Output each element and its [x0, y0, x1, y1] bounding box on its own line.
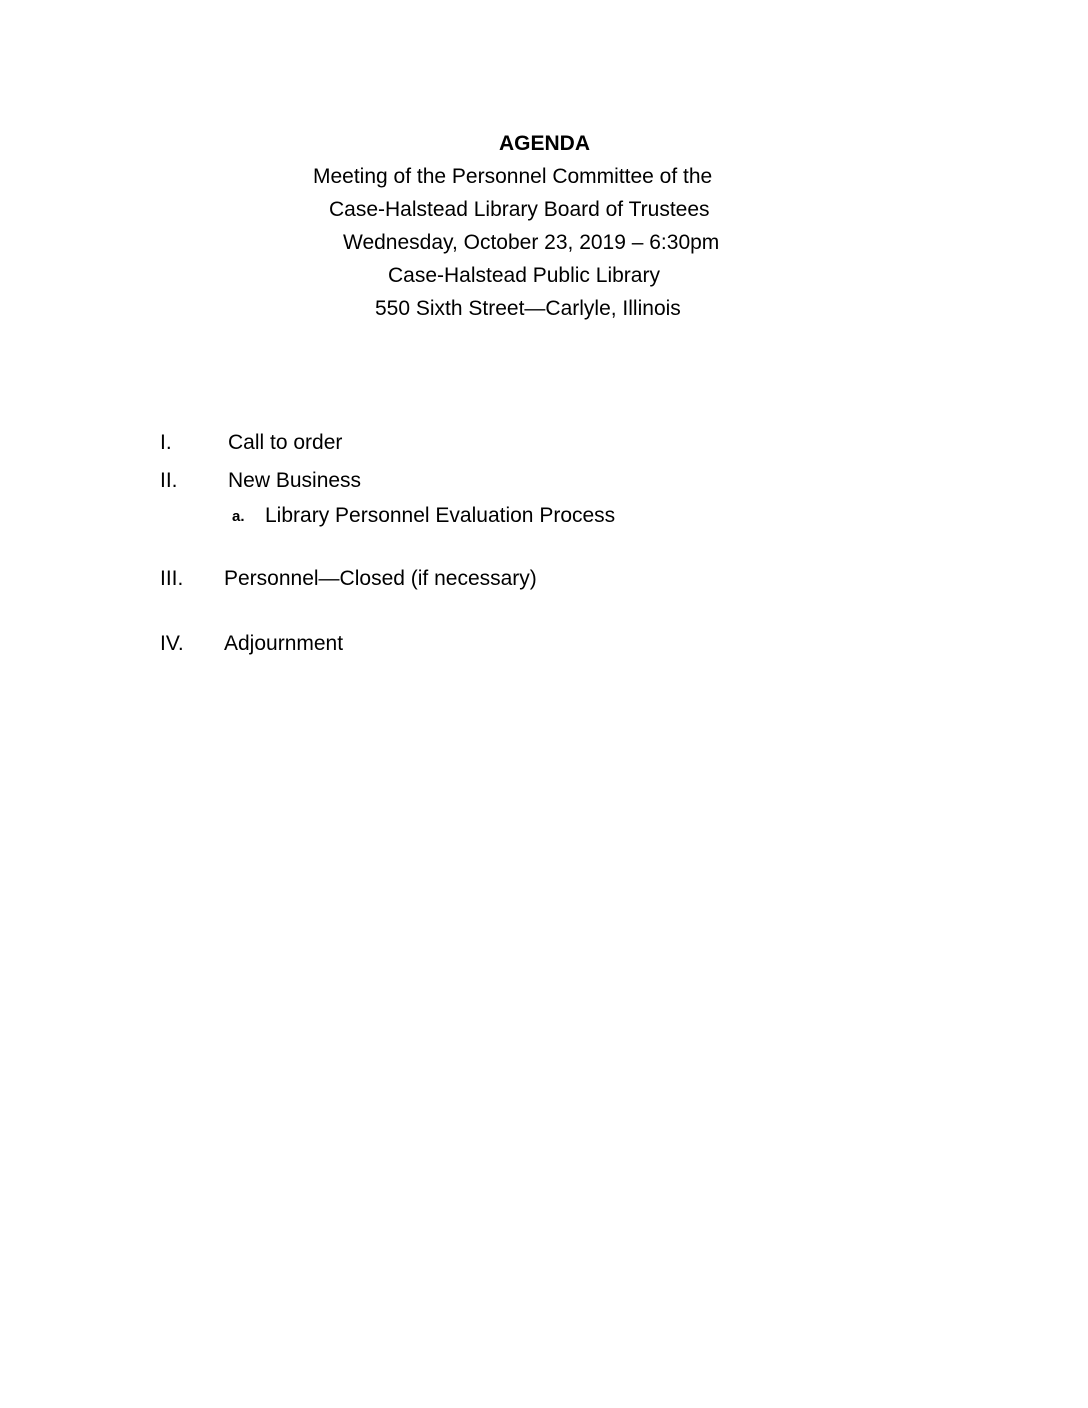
- agenda-item-numeral: III.: [160, 567, 184, 590]
- agenda-subitem-marker: a.: [232, 508, 245, 525]
- agenda-item-numeral: I.: [160, 431, 172, 454]
- venue-name-line: Case-Halstead Public Library: [388, 264, 660, 287]
- agenda-title: AGENDA: [499, 132, 591, 155]
- agenda-item-call-to-order: Call to order: [228, 431, 343, 454]
- venue-address-line: 550 Sixth Street—Carlyle, Illinois: [375, 297, 681, 320]
- meeting-datetime-line: Wednesday, October 23, 2019 – 6:30pm: [343, 231, 720, 254]
- meeting-description-line: Meeting of the Personnel Committee of the: [313, 165, 713, 188]
- agenda-subitem-evaluation-process: Library Personnel Evaluation Process: [265, 504, 616, 527]
- agenda-item-numeral: IV.: [160, 632, 184, 655]
- agenda-item-adjournment: Adjournment: [224, 632, 344, 655]
- agenda-item-new-business: New Business: [228, 469, 362, 492]
- board-name-line: Case-Halstead Library Board of Trustees: [329, 198, 710, 221]
- agenda-item-numeral: II.: [160, 469, 178, 492]
- agenda-item-personnel-closed: Personnel—Closed (if necessary): [224, 567, 537, 590]
